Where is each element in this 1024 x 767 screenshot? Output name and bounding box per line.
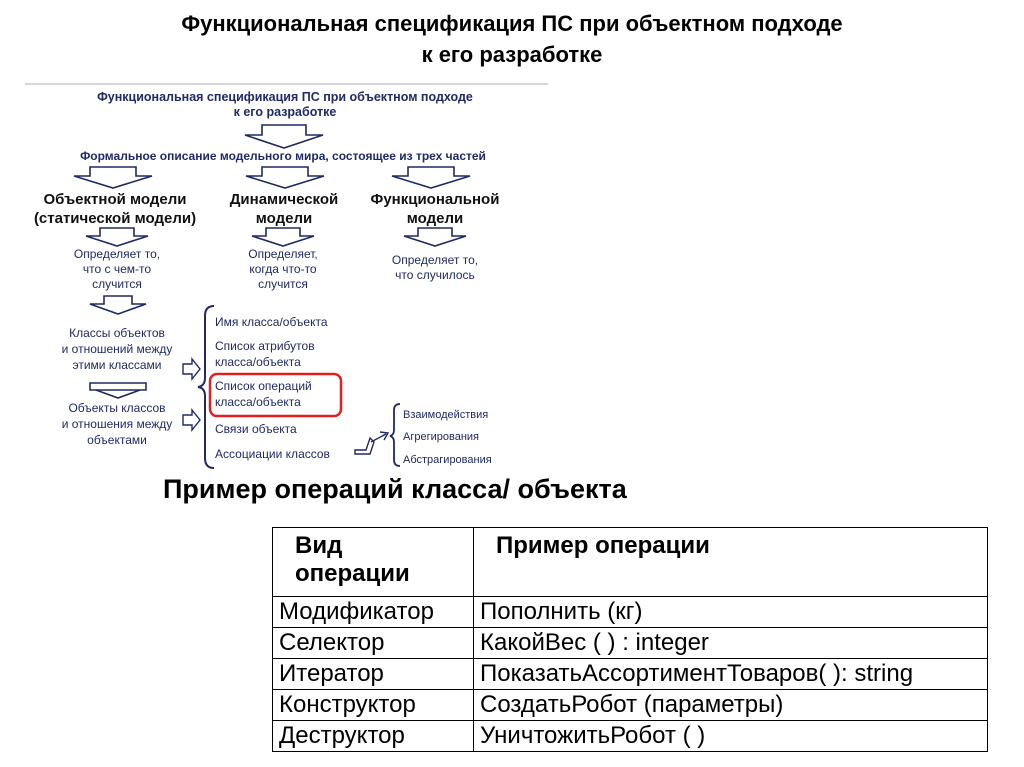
model-dynamic-title-line-1: Динамической (229, 191, 339, 208)
slide-title-line-1: Функциональная спецификация ПС при объектном подходе (181, 11, 843, 36)
down-arrow-icon (74, 167, 152, 188)
diagram-title-line-1: Функциональная спецификация ПС при объектном подходе (97, 90, 473, 104)
model-diagram (0, 80, 560, 475)
table-row (273, 659, 988, 690)
table-cell-example: Пополнить (кг) (474, 597, 988, 628)
objects-line-3: объектами (87, 433, 147, 447)
brace-item-associations: Ассоциации классов (215, 447, 330, 461)
table-header-row (273, 528, 988, 597)
operations-table (272, 527, 988, 752)
table-cell-kind: Модификатор (273, 597, 474, 628)
table-cell-kind: Конструктор (273, 690, 474, 721)
formal-description: Формальное описание модельного мира, состоящее из трех частей (80, 149, 486, 163)
diagram-title-line-2: к его разработке (233, 105, 337, 119)
classes-line-3: этими классами (72, 358, 162, 372)
table-cell-kind: Деструктор (273, 721, 474, 752)
brace-item-operations-line-1: Список операций (215, 379, 312, 393)
relation-abstraction: Абстрагирования (403, 454, 492, 466)
model-functional-desc-line-2: что случилось (395, 268, 475, 282)
objects-line-2: и отношения между (61, 417, 173, 431)
right-arrow-icon (183, 410, 200, 430)
model-object-desc-line-2: что с чем-то (82, 262, 152, 276)
header-operation-kind-line-1: Вид (295, 532, 343, 559)
right-arrow-icon (183, 359, 200, 379)
header-operation-example: Пример операции (474, 528, 988, 597)
model-dynamic-desc-line-3: случится (258, 277, 308, 291)
table-cell-kind: Селектор (273, 628, 474, 659)
table-cell-example: ПоказатьАссортиментТоваров( ): string (474, 659, 988, 690)
model-functional-title-line-1: Функциональной (370, 191, 500, 208)
left-brace-icon (198, 306, 214, 468)
model-object-desc-line-1: Определяет то, (73, 247, 161, 261)
brace-item-links: Связи объекта (215, 422, 297, 436)
table-cell-kind: Итератор (273, 659, 474, 690)
down-arrow-icon (245, 125, 323, 148)
table-row (273, 690, 988, 721)
down-arrow-icon (252, 228, 314, 246)
model-object-title-line-1: Объектной модели (43, 191, 187, 208)
slide-title (0, 8, 1024, 70)
left-brace-icon (390, 404, 400, 466)
down-arrow-icon (246, 167, 324, 188)
model-dynamic-title-line-2: модели (255, 210, 313, 227)
table-cell-example: СоздатьРобот (параметры) (474, 690, 988, 721)
relation-aggregation: Агрегирования (403, 431, 479, 443)
slide-title-line-2: к его разработке (421, 42, 603, 67)
header-operation-kind (273, 528, 474, 597)
model-functional-title-line-2: модели (406, 210, 464, 227)
table-row (273, 597, 988, 628)
down-arrow-icon (86, 228, 148, 246)
relation-interaction: Взаимодействия (403, 409, 489, 421)
classes-line-2: и отношений между (61, 342, 173, 356)
table-row (273, 721, 988, 752)
classes-line-1: Классы объектов (69, 326, 165, 340)
model-functional-desc-line-1: Определяет то, (391, 253, 479, 267)
model-object-title-line-2: (статической модели) (33, 210, 197, 227)
brace-item-operations-line-2: класса/объекта (215, 395, 301, 409)
brace-item-attributes-line-1: Список атрибутов (215, 339, 315, 353)
down-arrow-icon (90, 296, 146, 314)
brace-item-class-name: Имя класса/объекта (215, 315, 328, 329)
table-row (273, 628, 988, 659)
model-dynamic-desc-line-2: когда что-то (249, 262, 317, 276)
down-arrow-icon (404, 228, 466, 246)
section-heading: Пример операций класса/ объекта (163, 474, 627, 504)
model-object-desc-line-3: случится (92, 277, 142, 291)
model-dynamic-desc-line-1: Определяет, (248, 247, 318, 261)
table-cell-example: КакойВес ( ) : integer (474, 628, 988, 659)
down-arrow-icon (90, 383, 146, 398)
brace-item-attributes-line-2: класса/объекта (215, 355, 301, 369)
header-operation-kind-line-2: операции (295, 560, 410, 587)
objects-line-1: Объекты классов (68, 401, 166, 415)
down-arrow-icon (392, 167, 470, 188)
table-cell-example: УничтожитьРобот ( ) (474, 721, 988, 752)
right-arrow-icon (355, 432, 388, 454)
